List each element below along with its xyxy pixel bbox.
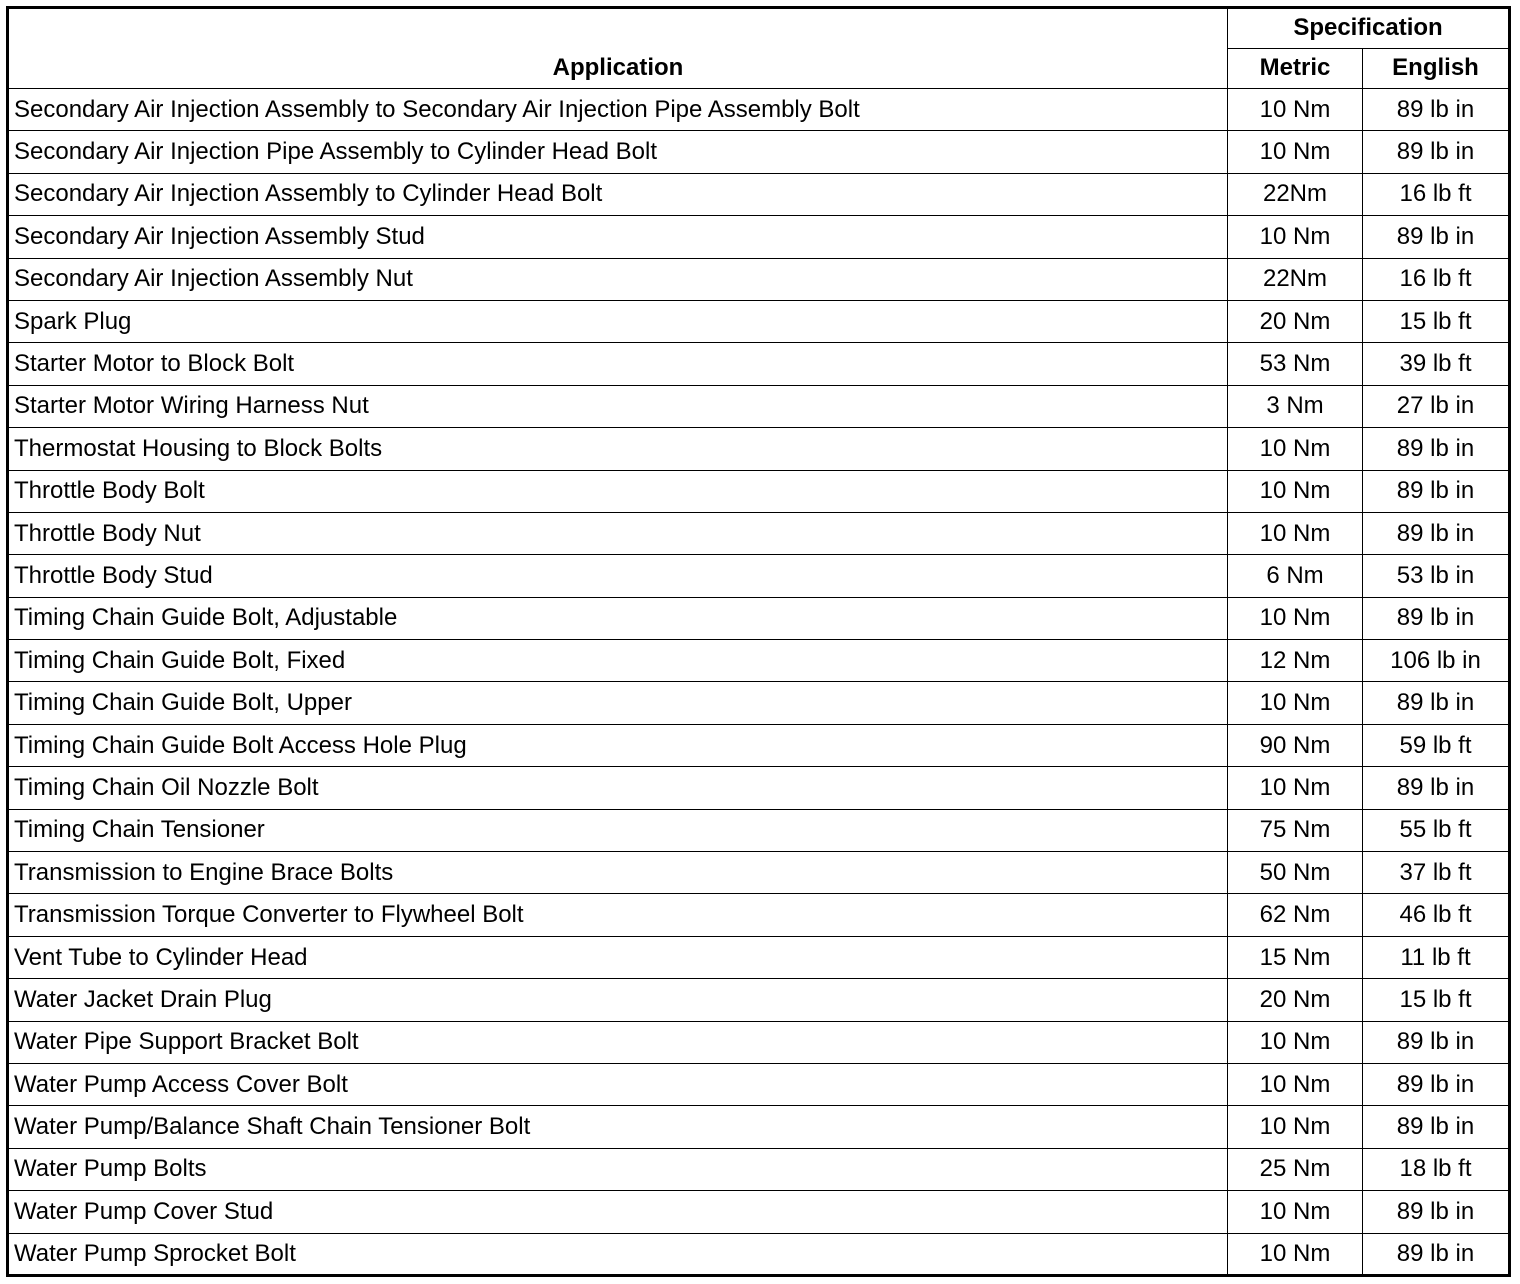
application-cell: Transmission Torque Converter to Flywheel Bolt <box>8 894 1228 936</box>
table-header <box>8 8 1510 89</box>
english-cell: 106 lb in <box>1363 640 1510 682</box>
application-cell: Throttle Body Stud <box>8 555 1228 597</box>
application-cell: Water Pipe Support Bracket Bolt <box>8 1021 1228 1063</box>
metric-cell: 10 Nm <box>1228 682 1363 724</box>
application-cell: Starter Motor Wiring Harness Nut <box>8 385 1228 427</box>
english-cell: 55 lb ft <box>1363 809 1510 851</box>
metric-cell: 10 Nm <box>1228 1191 1363 1233</box>
table-row <box>8 640 1510 682</box>
table-row <box>8 767 1510 809</box>
table-row <box>8 852 1510 894</box>
english-cell: 89 lb in <box>1363 470 1510 512</box>
metric-cell: 10 Nm <box>1228 1106 1363 1148</box>
application-cell: Water Jacket Drain Plug <box>8 979 1228 1021</box>
table-row <box>8 979 1510 1021</box>
application-cell: Throttle Body Nut <box>8 512 1228 554</box>
metric-cell: 62 Nm <box>1228 894 1363 936</box>
english-cell: 89 lb in <box>1363 428 1510 470</box>
english-cell: 59 lb ft <box>1363 724 1510 766</box>
english-cell: 89 lb in <box>1363 1063 1510 1105</box>
application-cell: Timing Chain Guide Bolt, Fixed <box>8 640 1228 682</box>
application-cell: Starter Motor to Block Bolt <box>8 343 1228 385</box>
table-row <box>8 1063 1510 1105</box>
english-cell: 46 lb ft <box>1363 894 1510 936</box>
specification-header: Specification <box>1228 8 1510 49</box>
metric-cell: 75 Nm <box>1228 809 1363 851</box>
metric-cell: 10 Nm <box>1228 597 1363 639</box>
metric-cell: 10 Nm <box>1228 1063 1363 1105</box>
table-row <box>8 555 1510 597</box>
table-row <box>8 428 1510 470</box>
application-cell: Water Pump Bolts <box>8 1148 1228 1190</box>
table-row <box>8 724 1510 766</box>
english-cell: 53 lb in <box>1363 555 1510 597</box>
application-cell: Water Pump Cover Stud <box>8 1191 1228 1233</box>
metric-cell: 10 Nm <box>1228 470 1363 512</box>
application-cell: Throttle Body Bolt <box>8 470 1228 512</box>
table-row <box>8 597 1510 639</box>
metric-cell: 22Nm <box>1228 173 1363 215</box>
english-cell: 89 lb in <box>1363 1191 1510 1233</box>
english-cell: 89 lb in <box>1363 682 1510 724</box>
application-cell: Timing Chain Guide Bolt Access Hole Plug <box>8 724 1228 766</box>
table-row <box>8 173 1510 215</box>
table-row <box>8 300 1510 342</box>
table-row <box>8 1191 1510 1233</box>
metric-cell: 25 Nm <box>1228 1148 1363 1190</box>
application-cell: Timing Chain Guide Bolt, Upper <box>8 682 1228 724</box>
english-cell: 89 lb in <box>1363 1106 1510 1148</box>
english-cell: 89 lb in <box>1363 1233 1510 1275</box>
metric-cell: 10 Nm <box>1228 428 1363 470</box>
application-cell: Vent Tube to Cylinder Head <box>8 936 1228 978</box>
metric-cell: 10 Nm <box>1228 767 1363 809</box>
metric-cell: 10 Nm <box>1228 1021 1363 1063</box>
metric-cell: 10 Nm <box>1228 89 1363 131</box>
english-cell: 11 lb ft <box>1363 936 1510 978</box>
table-row <box>8 1148 1510 1190</box>
metric-cell: 22Nm <box>1228 258 1363 300</box>
application-cell: Secondary Air Injection Assembly Nut <box>8 258 1228 300</box>
table-row <box>8 894 1510 936</box>
table-row <box>8 216 1510 258</box>
application-header: Application <box>8 8 1228 89</box>
english-cell: 89 lb in <box>1363 89 1510 131</box>
english-cell: 15 lb ft <box>1363 300 1510 342</box>
metric-cell: 53 Nm <box>1228 343 1363 385</box>
table-row <box>8 512 1510 554</box>
english-cell: 89 lb in <box>1363 597 1510 639</box>
metric-cell: 3 Nm <box>1228 385 1363 427</box>
metric-cell: 10 Nm <box>1228 1233 1363 1275</box>
table-row <box>8 1106 1510 1148</box>
english-cell: 89 lb in <box>1363 131 1510 173</box>
application-cell: Thermostat Housing to Block Bolts <box>8 428 1228 470</box>
application-cell: Timing Chain Guide Bolt, Adjustable <box>8 597 1228 639</box>
english-cell: 15 lb ft <box>1363 979 1510 1021</box>
table-row <box>8 385 1510 427</box>
application-cell: Spark Plug <box>8 300 1228 342</box>
table-row <box>8 343 1510 385</box>
metric-cell: 90 Nm <box>1228 724 1363 766</box>
table-row <box>8 809 1510 851</box>
metric-cell: 15 Nm <box>1228 936 1363 978</box>
table-row <box>8 470 1510 512</box>
english-cell: 89 lb in <box>1363 512 1510 554</box>
metric-cell: 12 Nm <box>1228 640 1363 682</box>
metric-cell: 20 Nm <box>1228 979 1363 1021</box>
table-row <box>8 258 1510 300</box>
table-row <box>8 131 1510 173</box>
torque-specification-table <box>6 6 1511 1277</box>
english-cell: 89 lb in <box>1363 767 1510 809</box>
table-row <box>8 936 1510 978</box>
english-header: English <box>1363 48 1510 89</box>
metric-cell: 10 Nm <box>1228 512 1363 554</box>
application-cell: Transmission to Engine Brace Bolts <box>8 852 1228 894</box>
english-cell: 16 lb ft <box>1363 173 1510 215</box>
metric-cell: 10 Nm <box>1228 131 1363 173</box>
metric-cell: 20 Nm <box>1228 300 1363 342</box>
table-row <box>8 682 1510 724</box>
application-cell: Water Pump Sprocket Bolt <box>8 1233 1228 1275</box>
table-row <box>8 1233 1510 1275</box>
english-cell: 39 lb ft <box>1363 343 1510 385</box>
english-cell: 89 lb in <box>1363 1021 1510 1063</box>
metric-cell: 50 Nm <box>1228 852 1363 894</box>
application-cell: Timing Chain Oil Nozzle Bolt <box>8 767 1228 809</box>
english-cell: 27 lb in <box>1363 385 1510 427</box>
metric-header: Metric <box>1228 48 1363 89</box>
metric-cell: 10 Nm <box>1228 216 1363 258</box>
application-cell: Water Pump Access Cover Bolt <box>8 1063 1228 1105</box>
english-cell: 37 lb ft <box>1363 852 1510 894</box>
english-cell: 89 lb in <box>1363 216 1510 258</box>
application-cell: Secondary Air Injection Pipe Assembly to Cylinder Head Bolt <box>8 131 1228 173</box>
english-cell: 18 lb ft <box>1363 1148 1510 1190</box>
table-body <box>8 89 1510 1276</box>
metric-cell: 6 Nm <box>1228 555 1363 597</box>
application-cell: Secondary Air Injection Assembly to Cylinder Head Bolt <box>8 173 1228 215</box>
application-cell: Timing Chain Tensioner <box>8 809 1228 851</box>
english-cell: 16 lb ft <box>1363 258 1510 300</box>
table-row <box>8 89 1510 131</box>
application-cell: Secondary Air Injection Assembly to Secondary Air Injection Pipe Assembly Bolt <box>8 89 1228 131</box>
application-cell: Water Pump/Balance Shaft Chain Tensioner Bolt <box>8 1106 1228 1148</box>
table-row <box>8 1021 1510 1063</box>
application-cell: Secondary Air Injection Assembly Stud <box>8 216 1228 258</box>
